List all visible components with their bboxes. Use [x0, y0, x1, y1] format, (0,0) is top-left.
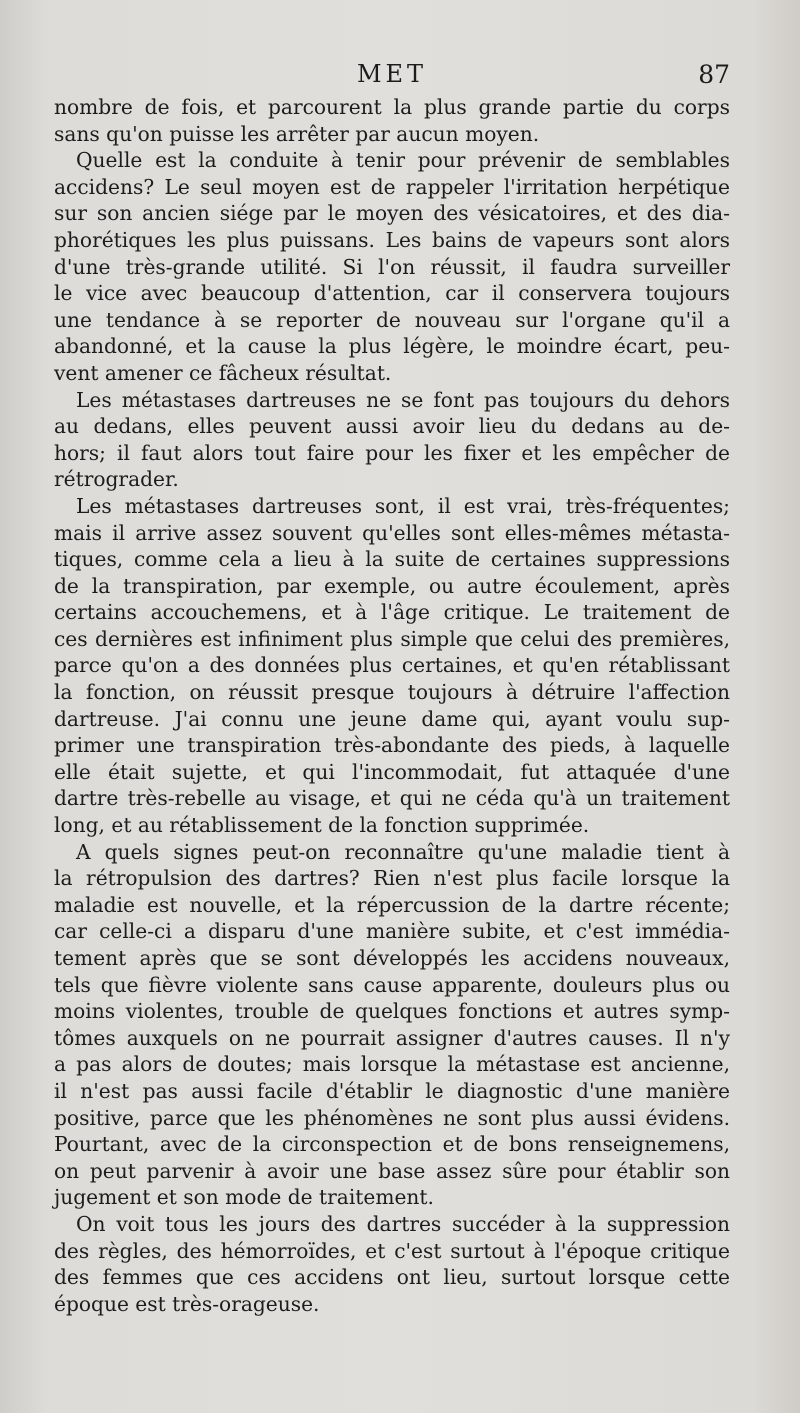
text-line: long, et au rétablissement de la fonction supprimée.	[54, 813, 590, 838]
text-line: Quelle est la conduite à tenir pour prévenir de semblables	[76, 148, 730, 173]
text-line: tiques, comme cela a lieu à la suite de certaines suppressions	[54, 547, 730, 572]
text-line: hors; il faut alors tout faire pour les fixer et les empêcher de	[54, 440, 730, 465]
paragraph	[54, 1211, 730, 1317]
text-line: moins violentes, trouble de quelques fonctions et autres symp-	[54, 999, 730, 1024]
paragraph	[54, 387, 730, 493]
text-line: époque est très-orageuse.	[54, 1291, 320, 1316]
paragraph	[54, 839, 730, 1211]
text-line: positive, parce que les phénomènes ne sont plus aussi évidens.	[54, 1105, 730, 1130]
text-line: elle était sujette, et qui l'incommodait, fut attaquée d'une	[54, 759, 730, 784]
text-line: dartre très-rebelle au visage, et qui ne céda qu'à un traitement	[54, 786, 730, 811]
running-title: MET	[356, 60, 428, 88]
text-line: ces dernières est infiniment plus simple que celui des premières,	[54, 626, 730, 651]
text-line: d'une très-grande utilité. Si l'on réussit, il faudra surveiller	[54, 254, 730, 279]
paragraph	[54, 493, 730, 839]
text-line: Les métastases dartreuses ne se font pas toujours du dehors	[76, 387, 730, 412]
text-line: la fonction, on réussit presque toujours à détruire l'affection	[54, 680, 730, 705]
text-line: vent amener ce fâcheux résultat.	[54, 360, 392, 385]
paragraph	[54, 94, 730, 147]
body-text	[54, 94, 730, 1317]
text-line: des femmes que ces accidens ont lieu, surtout lorsque cette	[54, 1265, 730, 1290]
text-line: primer une transpiration très-abondante des pieds, à laquelle	[54, 733, 730, 758]
paragraph	[54, 147, 730, 386]
text-line: le vice avec beaucoup d'attention, car il conservera toujours	[54, 281, 730, 306]
text-line: sur son ancien siége par le moyen des vésicatoires, et des dia-	[54, 201, 730, 226]
text-line: tement après que se sont développés les accidens nouveaux,	[54, 946, 730, 970]
text-line: une tendance à se reporter de nouveau sur l'organe qu'il a	[54, 307, 730, 332]
text-line: nombre de fois, et parcourent la plus grande partie du corps	[54, 95, 730, 119]
text-line: abandonné, et la cause la plus légère, le moindre écart, peu-	[54, 334, 730, 359]
text-line: au dedans, elles peuvent aussi avoir lieu du dedans au de-	[54, 414, 730, 439]
text-line: sans qu'on puisse les arrêter par aucun moyen.	[54, 121, 540, 146]
text-line: Les métastases dartreuses sont, il est vrai, très-fréquentes;	[76, 493, 730, 518]
text-line: jugement et son mode de traitement.	[54, 1185, 434, 1210]
page-number: 87	[698, 60, 730, 89]
text-line: dartreuse. J'ai connu une jeune dame qui, ayant voulu sup-	[54, 706, 730, 731]
running-header	[54, 60, 730, 94]
text-line: car celle-ci a disparu d'une manière subite, et c'est immédia-	[54, 919, 730, 944]
text-line: phorétiques les plus puissans. Les bains de vapeurs sont alors	[54, 227, 730, 252]
text-line: parce qu'on a des données plus certaines, et qu'en rétablissant	[54, 653, 730, 678]
text-line: a pas alors de doutes; mais lorsque la métastase est ancienne,	[54, 1052, 730, 1077]
text-line: tels que fièvre violente sans cause apparente, douleurs plus ou	[54, 972, 730, 997]
text-line: certains accouchemens, et à l'âge critique. Le traitement de	[54, 600, 730, 625]
text-line: On voit tous les jours des dartres succéder à la suppression	[76, 1211, 730, 1236]
text-line: rétrograder.	[54, 467, 179, 492]
text-line: la rétropulsion des dartres? Rien n'est plus facile lorsque la	[54, 866, 730, 891]
text-line: accidens? Le seul moyen est de rappeler l'irritation herpétique	[54, 174, 730, 199]
text-line: A quels signes peut-on reconnaître qu'une maladie tient à	[76, 839, 730, 864]
text-line: de la transpiration, par exemple, ou autre écoulement, après	[54, 573, 730, 598]
text-line: mais il arrive assez souvent qu'elles sont elles-mêmes métasta-	[54, 520, 730, 545]
text-line: il n'est pas aussi facile d'établir le diagnostic d'une manière	[54, 1078, 730, 1103]
text-line: des règles, des hémorroïdes, et c'est surtout à l'époque critique	[54, 1238, 730, 1263]
text-line: on peut parvenir à avoir une base assez sûre pour établir son	[54, 1158, 730, 1183]
text-line: tômes auxquels on ne pourrait assigner d'autres causes. Il n'y	[54, 1025, 730, 1050]
text-line: Pourtant, avec de la circonspection et de bons renseignemens,	[54, 1132, 730, 1157]
text-line: maladie est nouvelle, et la répercussion de la dartre récente;	[54, 892, 730, 917]
